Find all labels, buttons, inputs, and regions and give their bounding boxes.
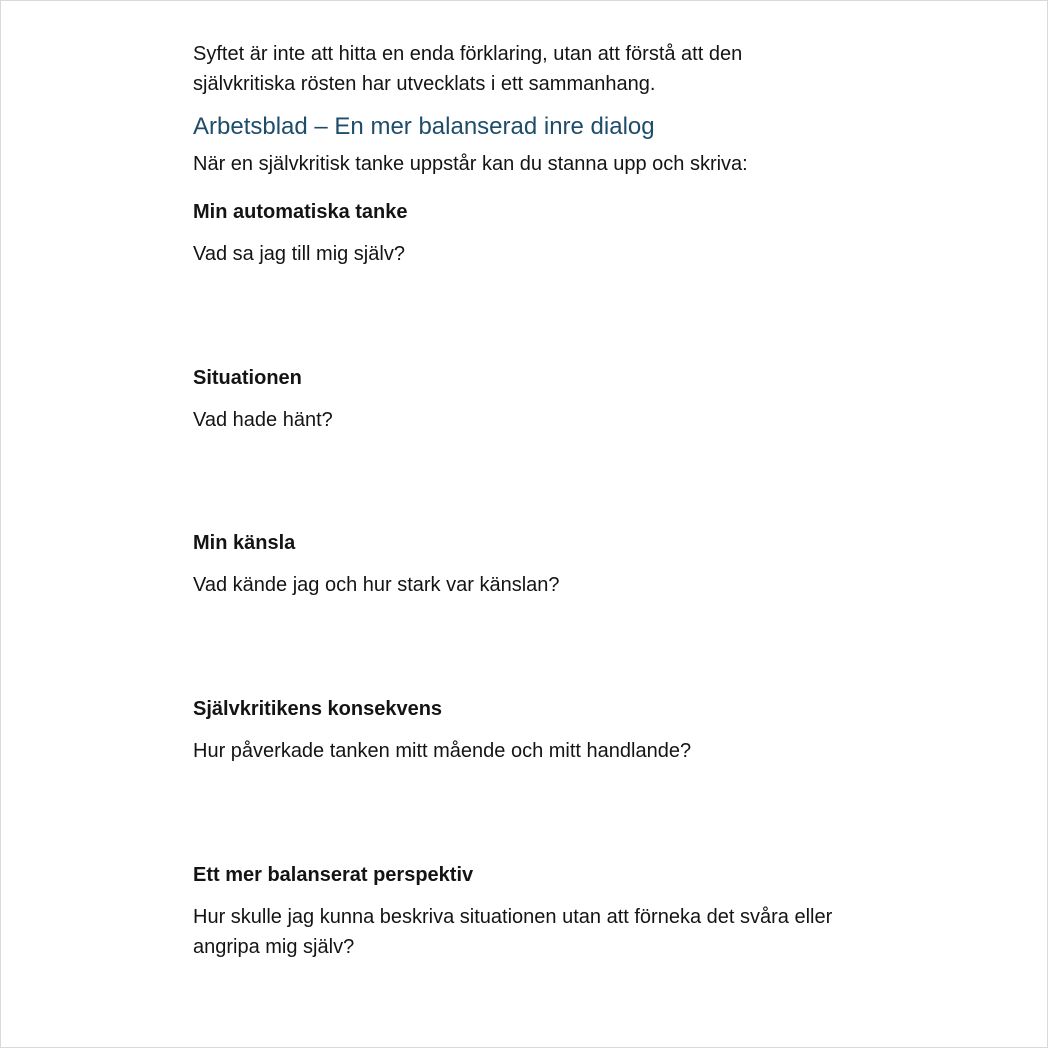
intro-paragraph: Syftet är inte att hitta en enda förklaring, utan att förstå att den självkritiska rösten har utvecklats i ett sammanhang. [193, 43, 743, 95]
section-prompt: Vad hade hänt? [193, 409, 333, 431]
page-content [193, 39, 833, 958]
worksheet-heading: Arbetsblad – En mer balanserad inre dialog [193, 113, 655, 140]
section-prompt: Hur påverkade tanken mitt mående och mitt handlande? [193, 740, 692, 762]
section-title: Situationen [193, 367, 302, 389]
section-feeling [193, 530, 833, 600]
section-title: Ett mer balanserat perspektiv [193, 864, 474, 886]
worksheet-instruction: När en självkritisk tanke uppstår kan du stanna upp och skriva: [193, 153, 748, 175]
section-prompt: Vad kände jag och hur stark var känslan? [193, 574, 560, 596]
section-prompt: Vad sa jag till mig själv? [193, 243, 405, 265]
section-prompt: Hur skulle jag kunna beskriva situationen utan att förneka det svåra eller angripa mig själv? [193, 906, 833, 958]
section-title: Självkritikens konsekvens [193, 698, 443, 720]
section-title: Min automatiska tanke [193, 201, 408, 223]
section-balanced-perspective [193, 862, 833, 962]
section-automatic-thought [193, 199, 833, 269]
section-situation [193, 365, 833, 435]
section-title: Min känsla [193, 532, 296, 554]
section-consequence [193, 696, 833, 766]
